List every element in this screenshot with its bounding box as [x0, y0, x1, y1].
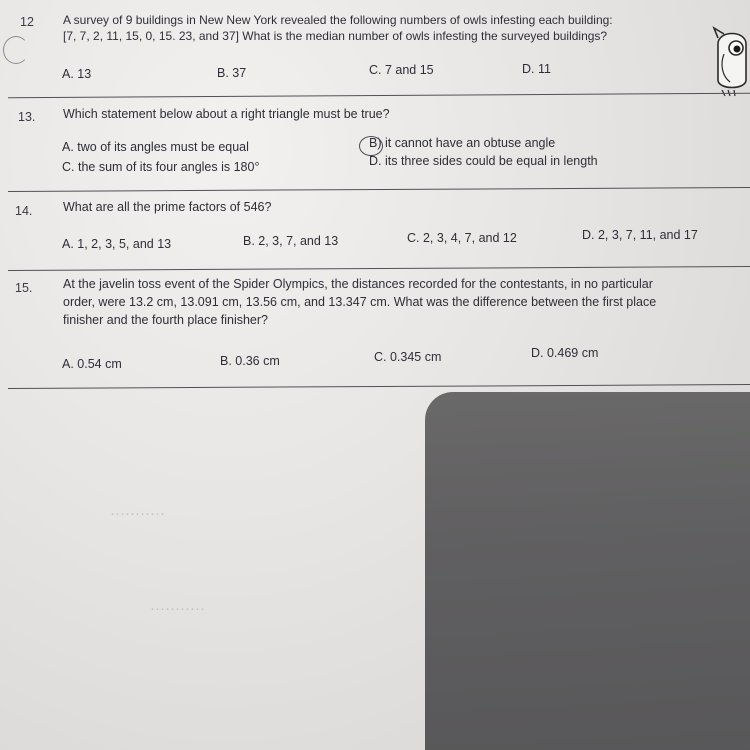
answer-option: B. 0.36 cm: [220, 354, 280, 368]
answer-option: D. its three sides could be equal in length: [369, 154, 598, 168]
show-through-text: ···········: [110, 505, 165, 522]
show-through-text: ···········: [150, 600, 205, 617]
answer-option: A. two of its angles must be equal: [62, 140, 249, 154]
question-number: 15.: [15, 281, 33, 295]
question-number: 12: [20, 15, 34, 29]
question-number: 14.: [15, 204, 33, 218]
question-number: 13.: [18, 110, 36, 124]
question-text: At the javelin toss event of the Spider Olympics, the distances recorded for the contestants, in no particular: [63, 277, 653, 291]
answer-option: D. 2, 3, 7, 11, and 17: [582, 228, 698, 242]
answer-option: C. 0.345 cm: [374, 350, 442, 364]
answer-option: B) it cannot have an obtuse angle: [369, 136, 556, 150]
answer-option: C. 2, 3, 4, 7, and 12: [407, 231, 517, 245]
answer-option: A. 13: [62, 67, 92, 81]
answer-option: B. 2, 3, 7, and 13: [243, 234, 339, 248]
answer-option: C. the sum of its four angles is 180°: [62, 160, 260, 174]
pen-mark: [3, 36, 29, 64]
hand-shadow: [425, 392, 750, 750]
question-text: A survey of 9 buildings in New New York revealed the following numbers of owls infesting each building:: [63, 13, 613, 27]
answer-option: A. 0.54 cm: [62, 357, 122, 371]
question-text: What are all the prime factors of 546?: [63, 200, 272, 214]
answer-option: D. 0.469 cm: [531, 346, 599, 360]
question-text: order, were 13.2 cm, 13.091 cm, 13.56 cm, and 13.347 cm. What was the difference between the first place: [63, 295, 657, 309]
answer-circle-mark: [359, 136, 383, 156]
answer-option: D. 11: [522, 62, 551, 76]
question-text: [7, 7, 2, 11, 15, 0, 15. 23, and 37] What is the median number of owls infesting the surveyed buildings?: [63, 29, 608, 43]
question-text: Which statement below about a right triangle must be true?: [63, 107, 390, 121]
question-text: finisher and the fourth place finisher?: [63, 313, 268, 327]
answer-option: B. 37: [217, 66, 247, 80]
answer-option: A. 1, 2, 3, 5, and 13: [62, 237, 172, 251]
answer-option: C. 7 and 15: [369, 63, 434, 77]
owl-icon: [712, 24, 750, 102]
